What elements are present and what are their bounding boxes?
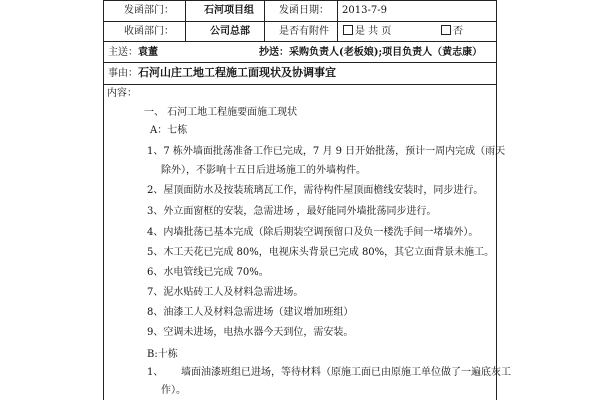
- list-item: 5、木工天花已完成 80%，电视床头背景已完成 80%，其它立面背景未施工。: [147, 247, 495, 258]
- list-item-continuation: 除外），不影响十五日后进场施工的外墙构件。: [161, 165, 366, 176]
- main-send-value: 袁董: [138, 47, 158, 58]
- table-rule: [103, 0, 497, 1]
- table-rule: [103, 41, 497, 42]
- receiver-dept-value: 公司总部: [210, 26, 250, 37]
- table-rule: [264, 0, 265, 41]
- table-rule: [103, 62, 497, 63]
- attachment-no-label: 否: [453, 26, 463, 37]
- attachment-yes-option[interactable]: [343, 25, 391, 38]
- subject-value: 石河山庄工地工程施工面现状及协调事宜: [138, 66, 336, 79]
- table-rule: [337, 0, 338, 41]
- attachment-yes-label: 是 共 页: [355, 26, 392, 37]
- checkbox-icon: [441, 25, 451, 35]
- receiver-dept-label: 收函部门：: [124, 26, 174, 37]
- list-item: 1、7 栋外墙面批荡准备工作已完成，7 月 9 日开始批荡，预计一周内完成（雨天: [147, 146, 506, 157]
- subject-label: 事由：: [108, 68, 138, 79]
- main-send-label: 主送：: [108, 47, 138, 58]
- table-rule: [185, 0, 186, 41]
- content-label: 内容：: [107, 88, 137, 99]
- send-date-value: 2013-7-9: [342, 5, 387, 16]
- section-title: 一、 石河工地工程施要面施工现状: [144, 107, 298, 118]
- group-b-heading: B:十栋: [147, 349, 178, 360]
- attachment-no-option[interactable]: [441, 25, 463, 38]
- list-item: 4、内墙批荡已基本完成（除后期装空调预留口及负一楼洗手间一堵墙外）。: [147, 227, 479, 238]
- attachment-label: 是否有附件: [279, 26, 329, 37]
- checkbox-icon: [343, 25, 353, 35]
- sender-dept-label: 发函部门：: [124, 5, 174, 16]
- list-item-number: 1、: [147, 367, 164, 378]
- group-a-heading: A：七栋: [150, 125, 188, 136]
- table-rule: [103, 21, 497, 22]
- table-rule: [103, 84, 497, 85]
- sender-dept-value: 石河项目组: [204, 5, 254, 16]
- list-item: 3、外立面窗框的安装，急需进场 ，最好能同外墙批荡同步进行。: [147, 206, 437, 217]
- send-date-label: 发函日期：: [279, 5, 329, 16]
- list-item-continuation: 作）。: [161, 385, 186, 396]
- list-item: 墙面油漆班组已进场，等待材料（原施工面已由原施工单位做了一遍底灰工: [181, 367, 511, 378]
- list-item: 2、屋顶面防水及按装琉璃瓦工作，需待构件屋顶面檐线安装时，同步进行。: [147, 185, 484, 196]
- cc-line: 抄送：采购负责人(老板娘);项目负责人（黄志康）: [259, 47, 483, 58]
- list-item: 9、空调未进场，电热水器今天到位，需安装。: [147, 327, 354, 338]
- list-item: 6、水电管线已完成 70%。: [147, 267, 269, 278]
- memo-table-frame: [103, 0, 497, 400]
- list-item: 7、泥水贴砖工人及材料急需进场。: [147, 287, 304, 298]
- list-item: 8、油漆工人及材料急需进场（建议增加班组）: [147, 307, 354, 318]
